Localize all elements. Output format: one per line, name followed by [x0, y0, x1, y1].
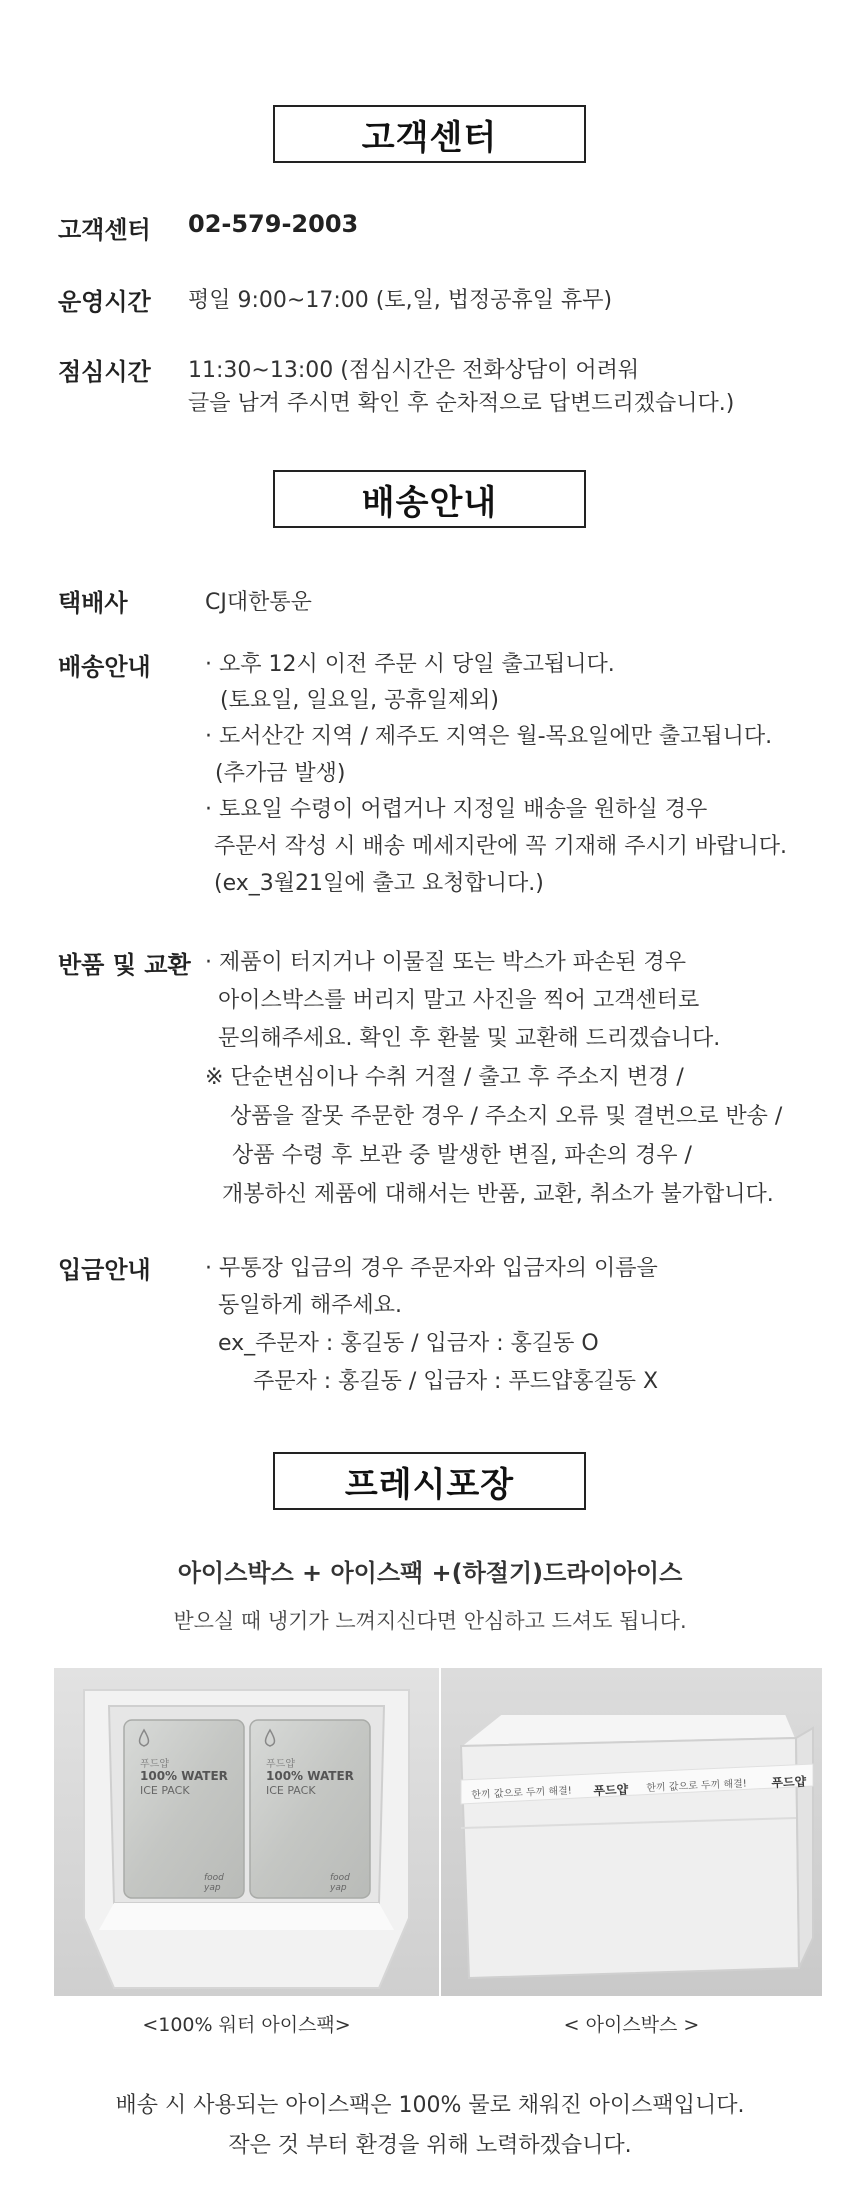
- footer-line-1: 배송 시 사용되는 아이스팩은 100% 물로 채워진 아이스팩입니다.: [115, 2093, 745, 2118]
- shipping-title: 배송안내: [273, 470, 586, 528]
- pack-logo: food yap: [204, 1873, 224, 1893]
- return-line: 개봉하신 제품에 대해서는 반품, 교환, 취소가 불가합니다.: [222, 1182, 774, 1207]
- ice-box-photo: [441, 1668, 822, 1996]
- ice-box-with-packs-illustration: [54, 1668, 439, 1996]
- deposit-line: 주문자 : 홍길동 / 입금자 : 푸드얍홍길동 X: [253, 1369, 659, 1394]
- packaging-subline: 받으실 때 냉기가 느껴지신다면 안심하고 드셔도 됩니다.: [173, 1609, 687, 1633]
- delivery-line: 주문서 작성 시 배송 메세지란에 꼭 기재해 주시기 바랍니다.: [214, 834, 787, 859]
- return-line: 상품을 잘못 주문한 경우 / 주소지 오류 및 결번으로 반송 /: [230, 1104, 783, 1129]
- row-label-lunch: 점심시간: [58, 358, 151, 386]
- deposit-line: ex_주문자 : 홍길동 / 입금자 : 홍길동 O: [218, 1331, 599, 1356]
- delivery-line: · 오후 12시 이전 주문 시 당일 출고됩니다.: [205, 652, 615, 677]
- ice-pack-photo: [54, 1668, 439, 1996]
- row-label-phone: 고객센터: [58, 216, 151, 244]
- fresh-packaging-title: 프레시포장: [273, 1452, 586, 1510]
- lunch-hours-line: 글을 남겨 주시면 확인 후 순차적으로 답변드리겠습니다.): [188, 391, 735, 416]
- pack-brand: 푸드얍: [140, 1759, 169, 1770]
- caption-ice-pack: <100% 워터 아이스팩>: [142, 2014, 351, 2036]
- deposit-line: · 무통장 입금의 경우 주문자와 입금자의 이름을: [205, 1256, 658, 1281]
- lunch-hours-line: 11:30~13:00 (점심시간은 전화상담이 어려워: [188, 358, 640, 383]
- phone-number[interactable]: 02-579-2003: [188, 210, 359, 238]
- pack-line-1: 100% WATER: [140, 1769, 228, 1783]
- delivery-line: (ex_3월21일에 출고 요청합니다.): [214, 871, 544, 896]
- pack-line-2: ICE PACK: [140, 1784, 190, 1797]
- tape-text: 한끼 값으로 두끼 해결!: [646, 1778, 748, 1794]
- tape-text: 한끼 값으로 두끼 해결!: [471, 1785, 573, 1801]
- return-line: ※ 단순변심이나 수취 거절 / 출고 후 주소지 변경 /: [205, 1065, 684, 1090]
- tape-brand: 푸드얍: [771, 1774, 807, 1790]
- delivery-line: · 토요일 수령이 어렵거나 지정일 배송을 원하실 경우: [205, 797, 708, 822]
- row-label-hours: 운영시간: [58, 288, 151, 316]
- pack-logo: food yap: [330, 1873, 350, 1893]
- closed-ice-box-illustration: [441, 1668, 822, 1996]
- tape-brand: 푸드얍: [593, 1782, 629, 1798]
- return-line: 상품 수령 후 보관 중 발생한 변질, 파손의 경우 /: [232, 1143, 692, 1168]
- courier-value: CJ대한통운: [205, 590, 312, 615]
- delivery-line: (토요일, 일요일, 공휴일제외): [220, 688, 499, 713]
- deposit-label: 입금안내: [58, 1256, 151, 1284]
- customer-center-title: 고객센터: [273, 105, 586, 163]
- packaging-headline: 아이스박스 + 아이스팩 +(하절기)드라이아이스: [177, 1559, 683, 1587]
- delivery-line: (추가금 발생): [215, 761, 346, 786]
- delivery-line: · 도서산간 지역 / 제주도 지역은 월-목요일에만 출고됩니다.: [205, 724, 773, 749]
- return-line: · 제품이 터지거나 이물질 또는 박스가 파손된 경우: [205, 950, 686, 975]
- footer-line-2: 작은 것 부터 환경을 위해 노력하겠습니다.: [228, 2133, 632, 2158]
- delivery-label: 배송안내: [58, 653, 151, 681]
- return-label: 반품 및 교환: [58, 951, 191, 979]
- return-line: 문의해주세요. 확인 후 환불 및 교환해 드리겠습니다.: [218, 1026, 721, 1051]
- operating-hours: 평일 9:00~17:00 (토,일, 법정공휴일 휴무): [188, 288, 613, 313]
- pack-brand: 푸드얍: [266, 1759, 295, 1770]
- caption-ice-box: < 아이스박스 >: [563, 2014, 700, 2036]
- pack-line-2: ICE PACK: [266, 1784, 316, 1797]
- courier-label: 택배사: [58, 589, 128, 617]
- deposit-line: 동일하게 해주세요.: [218, 1293, 403, 1318]
- pack-line-1: 100% WATER: [266, 1769, 354, 1783]
- return-line: 아이스박스를 버리지 말고 사진을 찍어 고객센터로: [218, 988, 700, 1013]
